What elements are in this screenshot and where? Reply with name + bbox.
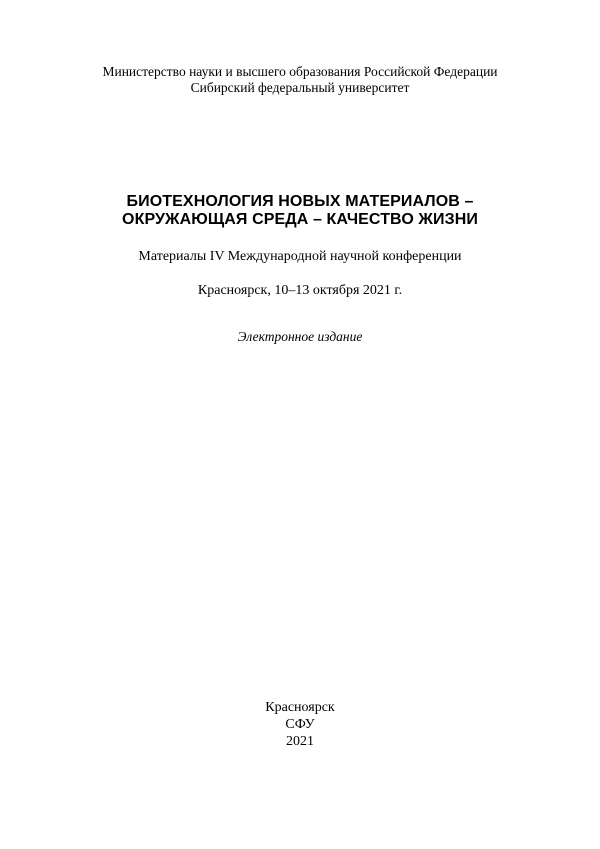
title-line-2: ОКРУЖАЮЩАЯ СРЕДА – КАЧЕСТВО ЖИЗНИ <box>122 211 478 228</box>
footer-publisher: СФУ <box>285 717 315 732</box>
footer-year: 2021 <box>286 734 314 749</box>
title-line-1: БИОТЕХНОЛОГИЯ НОВЫХ МАТЕРИАЛОВ – <box>126 193 474 210</box>
conference-subtitle: Материалы IV Международной научной конференции <box>138 249 462 264</box>
edition-note: Электронное издание <box>237 329 363 344</box>
footer-city: Красноярск <box>265 700 335 715</box>
location-date: Красноярск, 10–13 октября 2021 г. <box>197 283 403 298</box>
ministry-line: Министерство науки и высшего образования Российской Федерации <box>102 64 498 79</box>
university-line: Сибирский федеральный университет <box>190 80 410 95</box>
